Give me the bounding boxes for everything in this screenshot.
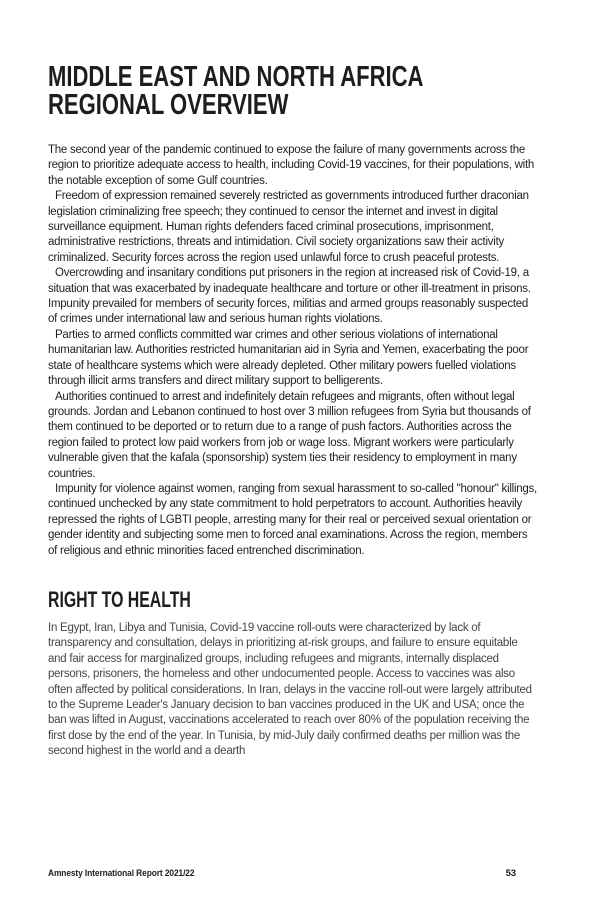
regional-overview-body: [48, 143, 538, 559]
overview-paragraph-3: Overcrowding and insanitary conditions put prisoners in the region at increased risk of Covid-19, a situation that was exacerbated by inadequate healthcare and torture or other ill-treatment in prisons. Impunity prevailed for members of security forces, militias and armed groups reasonably suspected of crimes under international law and serious human rights violations.: [48, 267, 531, 326]
page-title-line-2: REGIONAL OVERVIEW: [48, 89, 289, 121]
section-heading-right-to-health: [48, 588, 538, 612]
page-title-line-1: MIDDLE EAST AND NORTH AFRICA: [48, 61, 424, 93]
overview-paragraph-4: Parties to armed conflicts committed war crimes and other serious violations of international humanitarian law. Authorities restricted humanitarian aid in Syria and Yemen, exacerbating the poor state of healthcare systems which were already depleted. Other military powers fuelled violations through illicit arms transfers and direct military support to belligerents.: [48, 328, 529, 388]
right-to-health-body: [48, 621, 538, 760]
right-to-health-paragraph-1: In Egypt, Iran, Libya and Tunisia, Covid-19 vaccine roll-outs were characterized by lack of transparency and consultation, delays in prioritizing at-risk groups, and failure to ensure equitable and fair access for marginalized groups, including refugees and migrants, internally displaced persons, prisoners, the homeless and other undocumented people. Access to vaccines was also often affected by political considerations. In Iran, delays in the vaccine roll-out were largely attributed to the Supreme Leader's January decision to ban vaccines produced in the UK and USA; once the ban was lifted in August, vaccinations accelerated to reach over 80% of the population receiving the first dose by the end of the year. In Tunisia, by mid-July daily confirmed deaths per million was the second highest in the world and a dearth: [48, 621, 532, 758]
section-heading-text: RIGHT TO HEALTH: [48, 586, 191, 612]
footer-report-title: Amnesty International Report 2021/22: [48, 868, 195, 879]
overview-paragraph-6: Impunity for violence against women, ranging from sexual harassment to so-called "honour" killings, continued unchecked by any state commitment to hold perpetrators to account. Authorities heavily repressed the rights of LGBTI people, arresting many for their real or perceived sexual orientation or gender identity and subjecting some men to forced anal examinations. Across the region, members of religious and ethnic minorities faced entrenched discrimination.: [48, 482, 537, 557]
footer-page-number: 53: [505, 868, 516, 879]
overview-paragraph-5: Authorities continued to arrest and indefinitely detain refugees and migrants, often without legal grounds. Jordan and Lebanon continued to host over 3 million refugees from Syria but thousands of them continued to be deported or to return due to a range of push factors. Authorities across the region failed to protect low paid workers from job or wage loss. Migrant workers were particularly vulnerable given that the kafala (sponsorship) system ties their residency to employment in many countries.: [48, 390, 531, 480]
overview-paragraph-2: Freedom of expression remained severely restricted as governments introduced further draconian legislation criminalizing free speech; they continued to censor the internet and invest in digital surveillance equipment. Human rights defenders faced criminal prosecutions, imprisonment, administrative restrictions, threats and intimidation. Civil society organizations saw their activity criminalized. Security forces across the region used unlawful force to crush peaceful protests.: [48, 190, 529, 264]
page-title: [48, 63, 538, 119]
page-footer: [48, 868, 516, 879]
overview-paragraph-1: The second year of the pandemic continued to expose the failure of many governments across the region to prioritize adequate access to health, including Covid-19 vaccines, for their populations, with the notable exception of some Gulf countries.: [48, 144, 535, 187]
